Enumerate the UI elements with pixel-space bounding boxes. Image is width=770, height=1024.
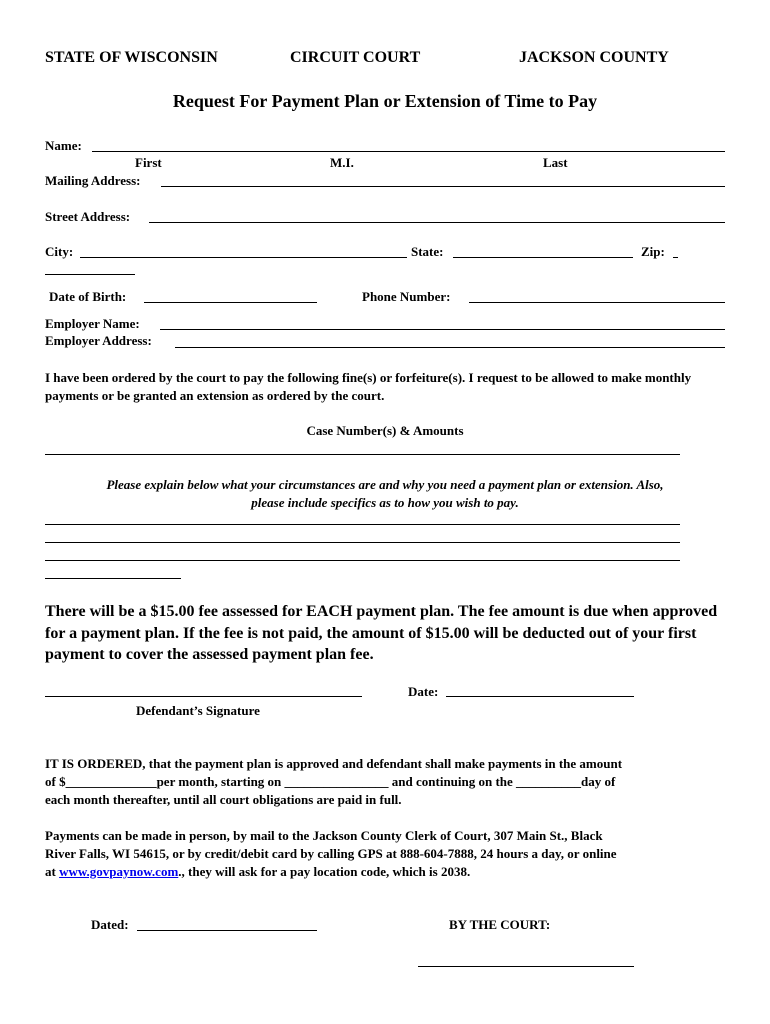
street-address-field[interactable]	[149, 222, 725, 223]
explain-line-3[interactable]	[45, 560, 680, 561]
mi-sublabel: M.I.	[330, 155, 354, 170]
state-field[interactable]	[453, 257, 633, 258]
employer-name-field[interactable]	[160, 329, 725, 330]
explain-instructions-line1: Please explain below what your circumstances are and why you need a payment plan or extension. Also,	[106, 477, 664, 492]
mailing-address-field[interactable]	[161, 186, 725, 187]
zip-label: Zip:	[641, 244, 665, 259]
mailing-address-label: Mailing Address:	[45, 173, 141, 188]
name-label: Name:	[45, 138, 82, 153]
name-field[interactable]	[92, 151, 725, 152]
city-field[interactable]	[80, 257, 407, 258]
phone-label: Phone Number:	[362, 289, 451, 304]
state-label: State:	[411, 244, 444, 259]
defendant-signature-field[interactable]	[45, 696, 362, 697]
signature-date-label: Date:	[408, 684, 439, 699]
explain-instructions-line2: please include specifics as to how you wish to pay.	[251, 495, 519, 510]
payments-line-3	[45, 864, 470, 880]
fee-notice: There will be a $15.00 fee assessed for EACH payment plan. The fee amount is due when approved for a payment plan. If the fee is not paid, the amount of $15.00 will be deducted out of your first payment to cover the assessed payment plan fee.	[45, 603, 718, 663]
explain-line-1[interactable]	[45, 524, 680, 525]
payments-line-1: Payments can be made in person, by mail to the Jackson County Clerk of Court, 307 Main St., Black	[45, 828, 603, 843]
payments-line-3-suffix: ., they will ask for a pay location code, which is 2038.	[178, 864, 471, 879]
case-numbers-label: Case Number(s) & Amounts	[306, 423, 464, 438]
by-the-court-label: BY THE COURT:	[449, 917, 551, 932]
street-address-label: Street Address:	[45, 209, 131, 224]
order-line-3: each month thereafter, until all court obligations are paid in full.	[45, 792, 402, 807]
last-sublabel: Last	[543, 155, 568, 170]
dated-label: Dated:	[91, 917, 129, 932]
payments-line-2: River Falls, WI 54615, or by credit/debit card by calling GPS at 888-604-7888, 24 hours a day, or online	[45, 846, 617, 861]
phone-field[interactable]	[469, 302, 725, 303]
header-county: JACKSON COUNTY	[519, 49, 669, 66]
dob-field[interactable]	[144, 302, 317, 303]
explain-line-2[interactable]	[45, 542, 680, 543]
dated-field[interactable]	[137, 930, 317, 931]
first-sublabel: First	[135, 155, 162, 170]
payments-line-3-prefix: at	[45, 864, 60, 879]
court-order-statement: I have been ordered by the court to pay the following fine(s) or forfeiture(s). I request to be allowed to make monthly payments or be granted an extension as ordered by the court.	[45, 370, 692, 403]
order-line-2: of $______________per month, starting on ________________ and continuing on the __________day of	[45, 774, 616, 789]
court-signature-field[interactable]	[418, 966, 634, 967]
employer-address-label: Employer Address:	[45, 333, 152, 348]
signature-date-field[interactable]	[446, 696, 634, 697]
govpaynow-link[interactable]: www.govpaynow.com	[59, 864, 179, 879]
employer-address-field[interactable]	[175, 347, 725, 348]
defendant-signature-label: Defendant’s Signature	[136, 703, 260, 718]
employer-name-label: Employer Name:	[45, 316, 140, 331]
zip-field-continued[interactable]	[45, 274, 135, 275]
page-title: Request For Payment Plan or Extension of Time to Pay	[172, 91, 598, 111]
header-state: STATE OF WISCONSIN	[45, 49, 218, 66]
dob-label: Date of Birth:	[49, 289, 127, 304]
zip-field[interactable]	[673, 257, 678, 258]
order-line-1: IT IS ORDERED, that the payment plan is approved and defendant shall make payments in the amount	[45, 756, 623, 771]
header-court: CIRCUIT COURT	[290, 49, 421, 66]
case-numbers-field[interactable]	[45, 454, 680, 455]
explain-line-4[interactable]	[45, 578, 181, 579]
city-label: City:	[45, 244, 74, 259]
